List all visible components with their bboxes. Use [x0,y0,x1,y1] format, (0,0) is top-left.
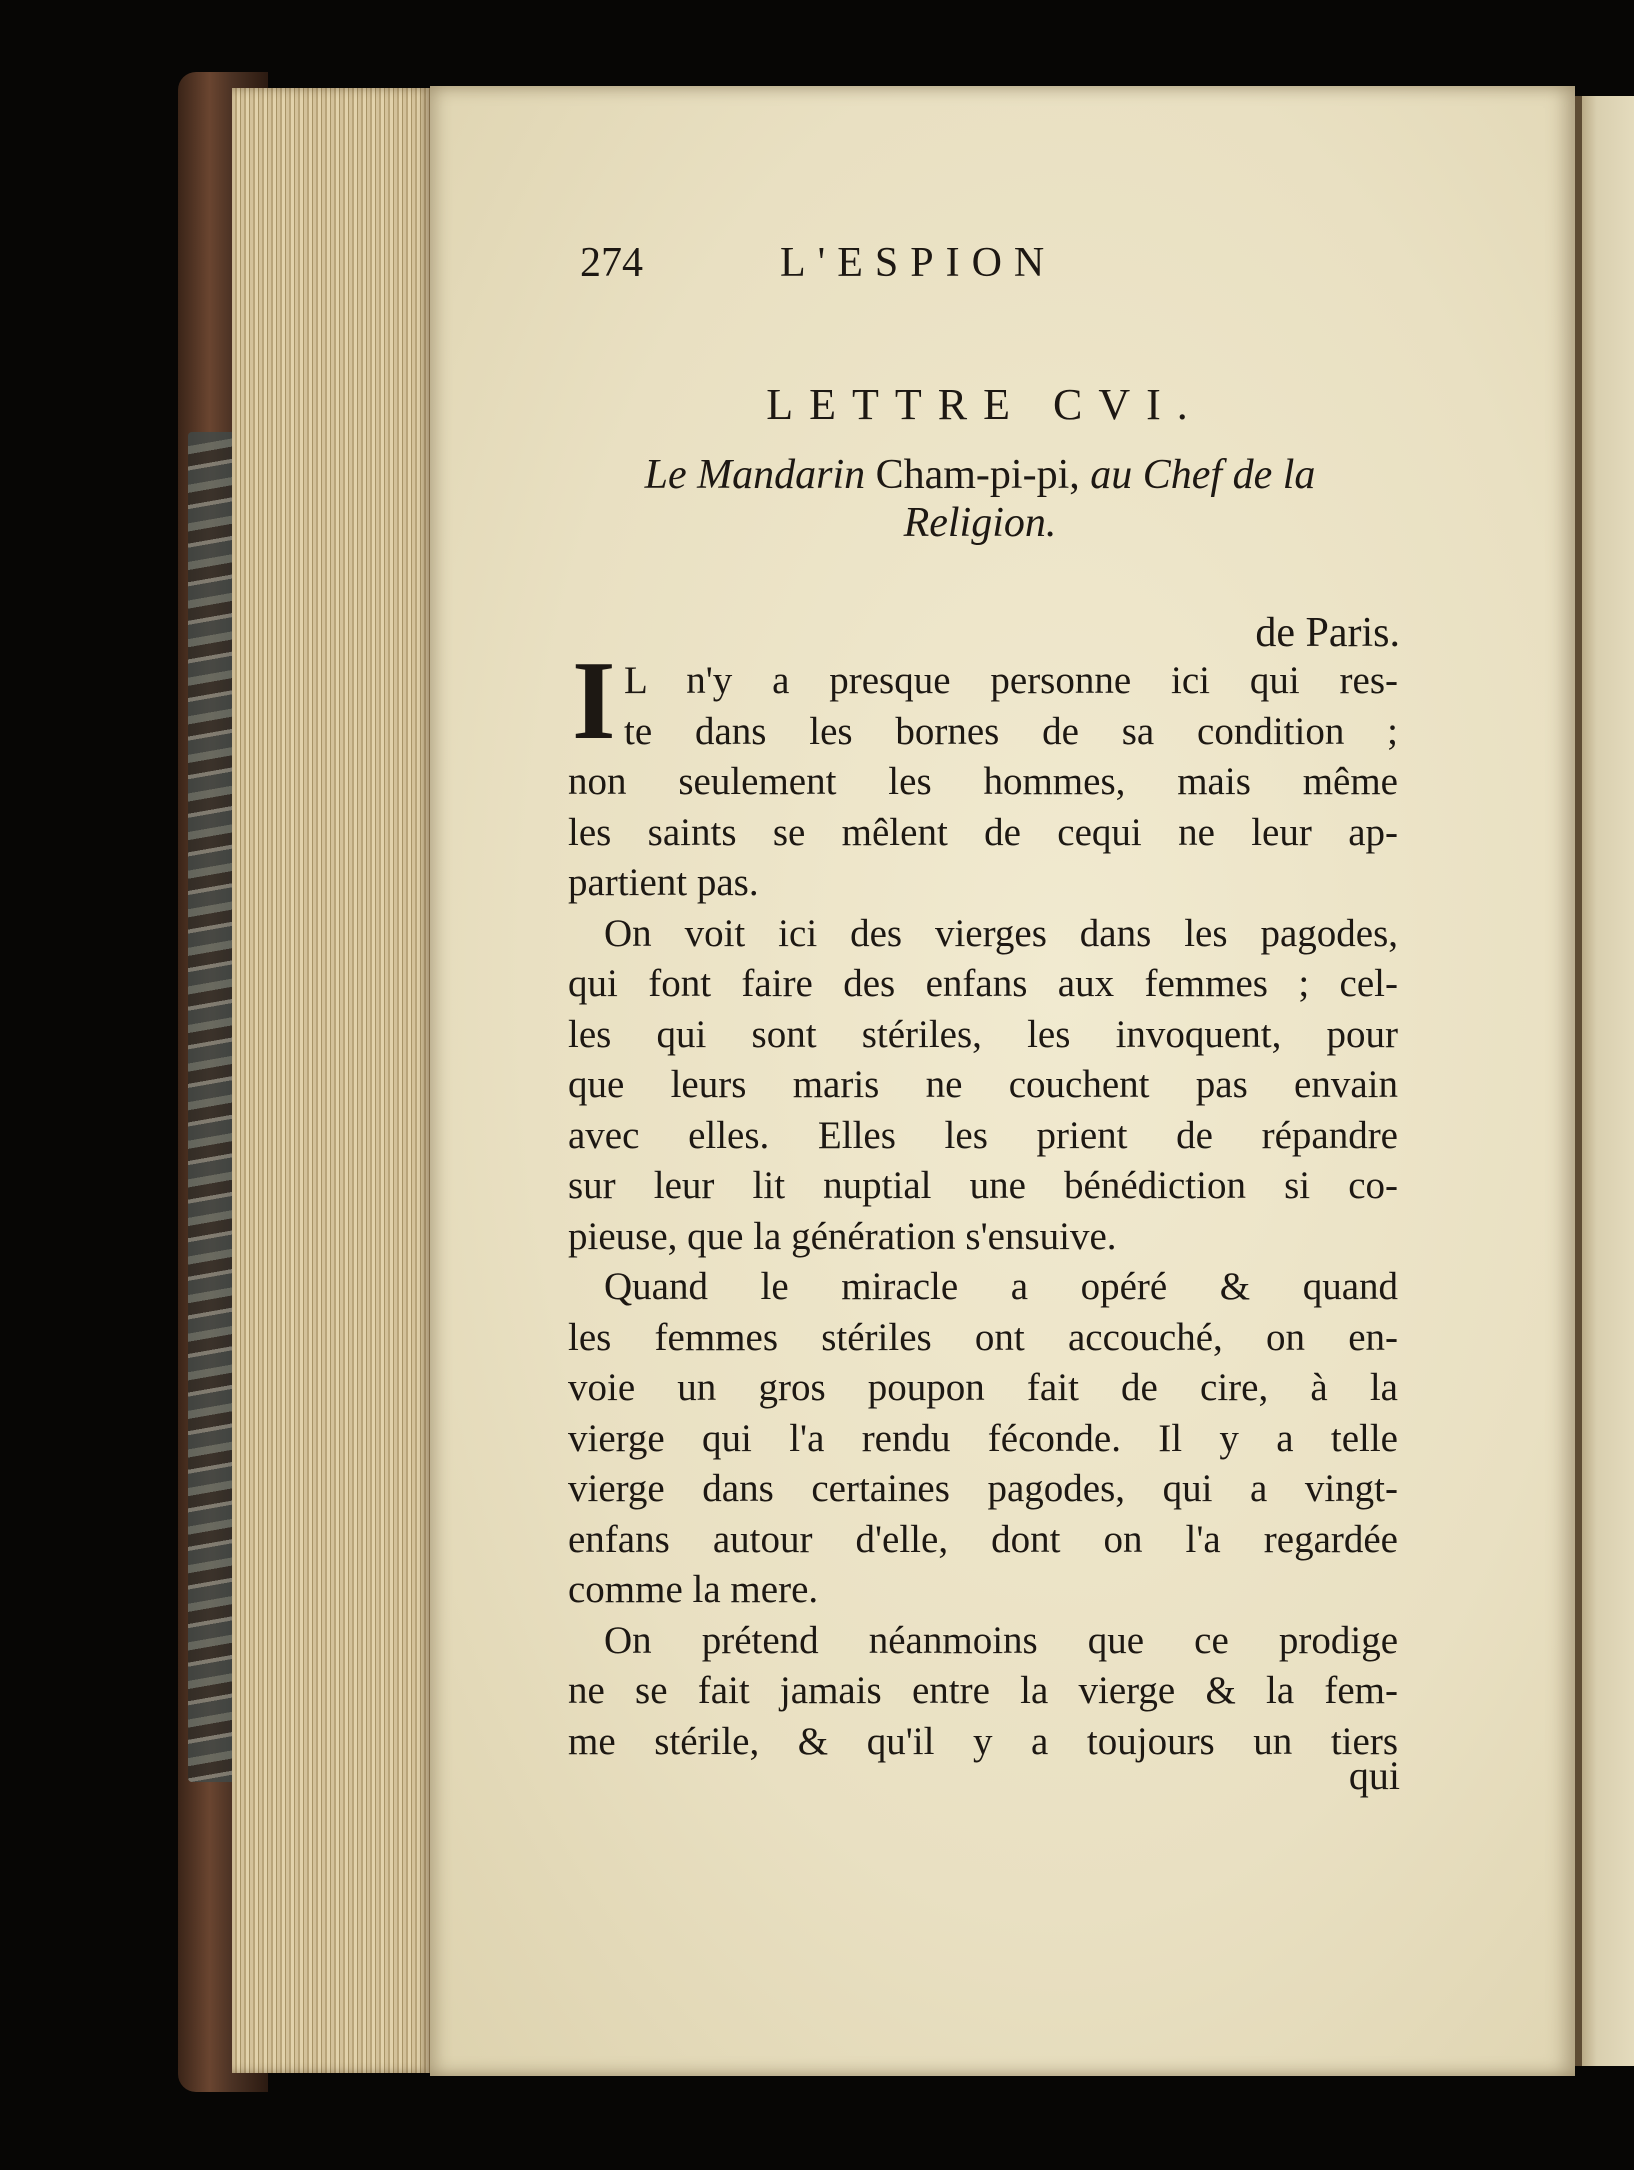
letter-subtitle [570,452,1390,498]
body-line: voie un gros poupon fait de cire, à la [568,1366,1398,1409]
body-line: comme la mere. [568,1568,819,1611]
page-edges [232,88,432,2073]
drop-cap: I [572,639,616,763]
body-line: enfans autour d'elle, dont on l'a regardée [568,1517,1398,1561]
body-line: partient pas. [568,861,759,904]
catchword: qui [1348,1753,1400,1798]
running-title: L'ESPION [780,240,1057,286]
dateline: de Paris. [1255,610,1400,656]
body-line: les femmes stériles ont accouché, on en- [568,1315,1398,1359]
body-line: les qui sont stériles, les invoquent, pour [568,1012,1398,1056]
facing-page-edge [1572,96,1634,2066]
body-line: sur leur lit nuptial une bénédiction si co- [568,1164,1398,1207]
body-line: te dans les bornes de sa condition ; [624,709,1398,753]
body-line: pieuse, que la génération s'ensuive. [568,1214,1117,1258]
body-line: On prétend néanmoins que ce prodige [604,1618,1398,1662]
page-number: 274 [580,240,643,286]
body-line: L n'y a presque personne ici qui res- [624,659,1398,702]
body-line: les saints se mêlent de cequi ne leur ap- [568,810,1398,854]
body-line: Quand le miracle a opéré & quand [604,1265,1398,1308]
subtitle-part-3: au Chef de la [1090,452,1316,498]
body-line: avec elles. Elles les prient de répandre [568,1113,1398,1157]
letter-body [568,656,1398,1767]
letter-subtitle-line-2: Religion. [903,500,1057,546]
body-line: On voit ici des vierges dans les pagodes, [604,911,1398,955]
body-line: vierge qui l'a rendu féconde. Il y a telle [568,1416,1398,1460]
body-line: ne se fait jamais entre la vierge & la fem- [568,1669,1398,1712]
subtitle-part-2: Cham-pi-pi, [875,452,1080,498]
body-line: me stérile, & qu'il y a toujours un tiers [568,1719,1398,1763]
body-line: que leurs maris ne couchent pas envain [568,1063,1398,1106]
body-line: qui font faire des enfans aux femmes ; cel- [568,962,1398,1005]
body-line: non seulement les hommes, mais même [568,760,1398,803]
body-line: vierge dans certaines pagodes, qui a vingt- [568,1467,1398,1510]
letter-heading: LETTRE CVI. [766,380,1204,429]
subtitle-part-1: Le Mandarin [644,452,866,498]
